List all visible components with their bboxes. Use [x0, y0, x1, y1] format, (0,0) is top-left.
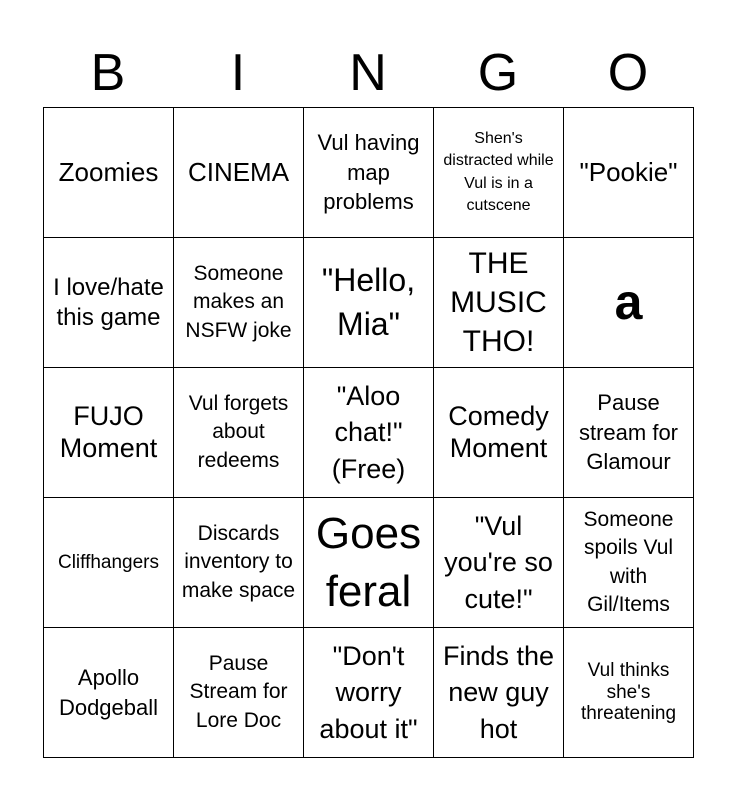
- bingo-cell[interactable]: "Hello, Mia": [304, 238, 434, 368]
- bingo-cell[interactable]: Finds the new guy hot: [434, 628, 564, 758]
- bingo-cell[interactable]: Cliffhangers: [44, 498, 174, 628]
- header-letter-g: G: [477, 44, 519, 102]
- bingo-cell[interactable]: Someone spoils Vul with Gil/Items: [564, 498, 694, 628]
- header-letter-b: B: [90, 44, 126, 102]
- bingo-cell[interactable]: Comedy Moment: [434, 368, 564, 498]
- bingo-board: [43, 107, 694, 758]
- bingo-cell[interactable]: Vul having map problems: [304, 108, 434, 238]
- bingo-cell[interactable]: Pause Stream for Lore Doc: [174, 628, 304, 758]
- bingo-cell[interactable]: "Aloo chat!" (Free): [304, 368, 434, 498]
- bingo-cell[interactable]: THE MUSIC THO!: [434, 238, 564, 368]
- bingo-header: [43, 40, 693, 106]
- bingo-cell[interactable]: Goes feral: [304, 498, 434, 628]
- bingo-cell[interactable]: Zoomies: [44, 108, 174, 238]
- bingo-cell[interactable]: a: [564, 238, 694, 368]
- bingo-cell[interactable]: Pause stream for Glamour: [564, 368, 694, 498]
- bingo-cell[interactable]: Shen's distracted while Vul is in a cutscene: [434, 108, 564, 238]
- header-letter-o: O: [607, 44, 649, 102]
- bingo-cell[interactable]: "Pookie": [564, 108, 694, 238]
- header-letter-i: I: [230, 44, 246, 102]
- bingo-cell[interactable]: CINEMA: [174, 108, 304, 238]
- bingo-cell[interactable]: Apollo Dodgeball: [44, 628, 174, 758]
- bingo-cell[interactable]: "Don't worry about it": [304, 628, 434, 758]
- bingo-cell[interactable]: Someone makes an NSFW joke: [174, 238, 304, 368]
- bingo-cell[interactable]: "Vul you're so cute!": [434, 498, 564, 628]
- bingo-cell[interactable]: Vul forgets about redeems: [174, 368, 304, 498]
- header-letter-n: N: [349, 44, 387, 102]
- bingo-cell[interactable]: I love/hate this game: [44, 238, 174, 368]
- bingo-cell[interactable]: Discards inventory to make space: [174, 498, 304, 628]
- bingo-cell[interactable]: FUJO Moment: [44, 368, 174, 498]
- bingo-cell[interactable]: Vul thinks she's threatening: [564, 628, 694, 758]
